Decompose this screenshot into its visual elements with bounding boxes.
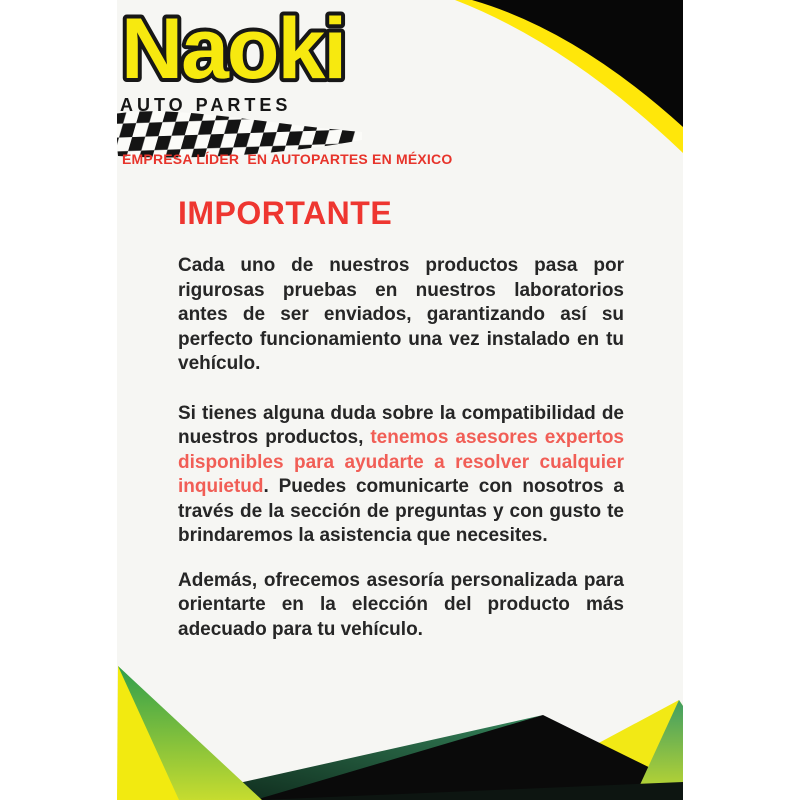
naoki-logo (117, 2, 397, 102)
brand-tagline: EMPRESA LÍDER EN AUTOPARTES EN MÉXICO (122, 151, 453, 167)
paragraph-support-before: Si tienes alguna duda sobre la compatibilidad de nuestros productos, (178, 402, 624, 448)
paragraph-support-highlight: tenemos asesores expertos disponibles para ayudarte a resolver cualquier inquietud (178, 427, 624, 497)
corner-yellow-stripe (455, 0, 683, 153)
naoki-logo-text: Naoki (121, 2, 346, 97)
main-text-block (178, 196, 624, 642)
poster-content (117, 0, 683, 800)
right-green-triangle (633, 700, 683, 800)
page-title: IMPORTANTE (178, 195, 393, 231)
paragraph-support-after: . Puedes comunicarte con nosotros a través de la sección de preguntas y con gusto te brindaremos la asistencia que necesites. (178, 476, 624, 546)
right-yellow-triangle (567, 700, 683, 800)
paragraph-quality: Cada uno de nuestros productos pasa por rigurosas pruebas en nuestros laboratorios antes de ser enviados, garantizando así su perfecto funcionamiento una vez instalado en tu vehículo. (178, 255, 624, 374)
mountain-green-band (163, 715, 543, 800)
left-yellow-triangle (117, 666, 257, 800)
black-mountain (255, 715, 683, 800)
corner-black-shape (472, 0, 683, 127)
bottom-dark-strip (260, 782, 683, 800)
left-green-triangle (118, 666, 262, 800)
paragraph-support (178, 402, 624, 549)
logo-subtitle: AUTO PARTES (120, 95, 292, 115)
paragraph-advice: Además, ofrecemos asesoría personalizada para orientarte en la elección del producto más adecuado para tu vehículo. (178, 569, 624, 640)
